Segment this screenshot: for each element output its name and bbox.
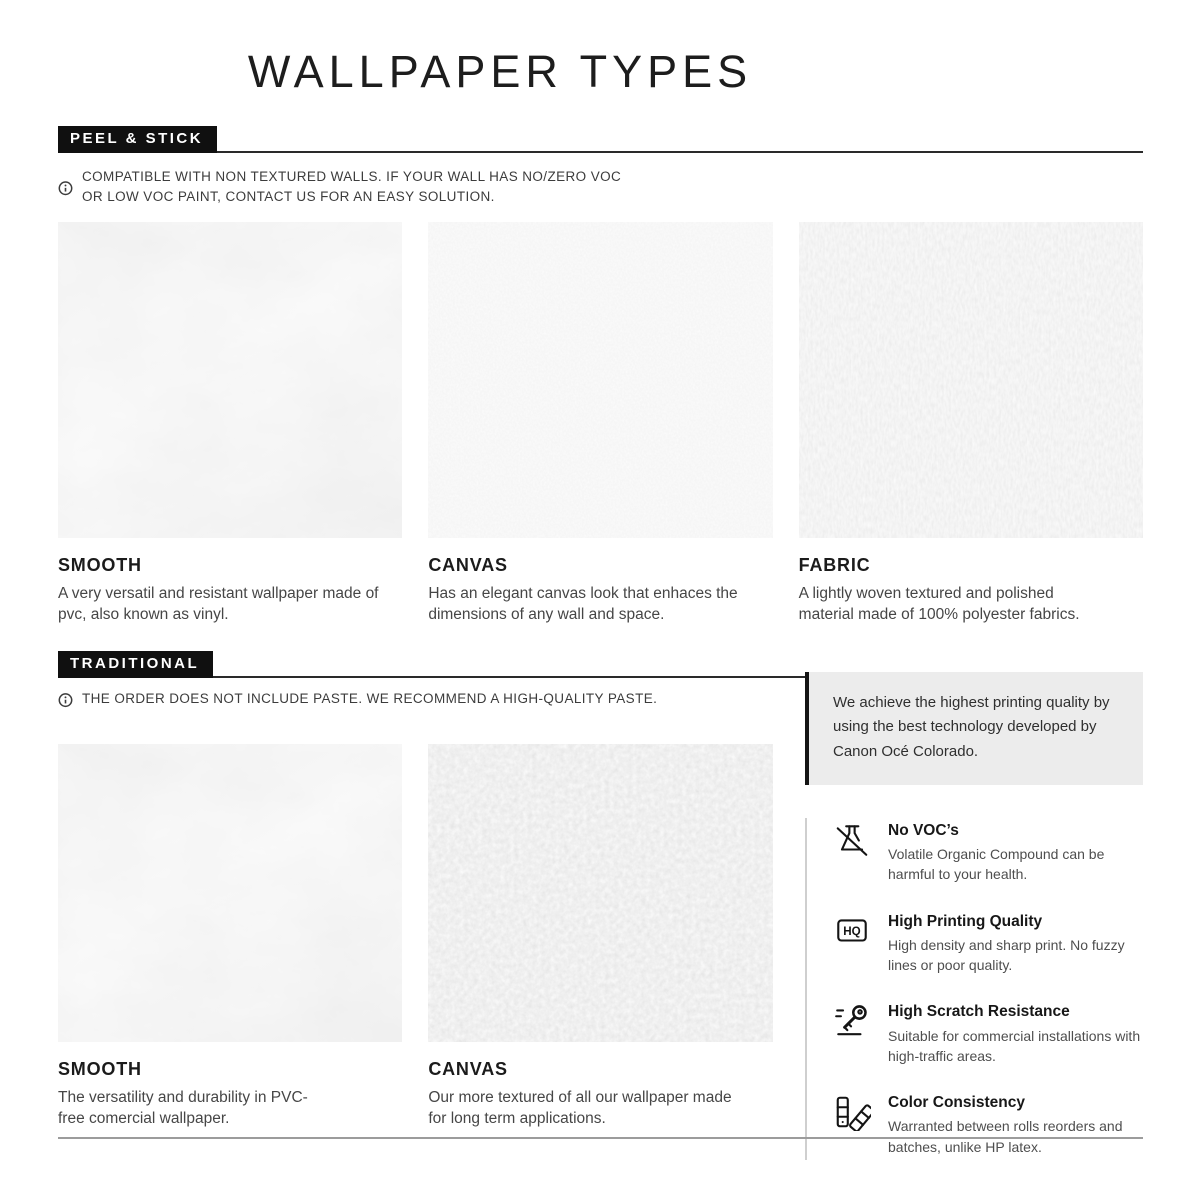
feature-no-voc — [833, 821, 1143, 885]
feature-list — [805, 818, 1143, 1160]
feature-text — [888, 912, 1143, 976]
feature-description: Suitable for commercial installations with high-traffic areas. — [888, 1027, 1141, 1064]
feature-text — [888, 1002, 1143, 1066]
feature-color-consistency — [833, 1093, 1143, 1157]
swatch-name: SMOOTH — [58, 555, 142, 575]
swatch-description: A lightly woven textured and polished material made of 100% polyester fabrics. — [798, 585, 1080, 624]
canvas-texture-art — [428, 744, 772, 1042]
texture-image-canvas — [428, 744, 772, 1042]
info-icon — [58, 169, 73, 208]
feature-description: High density and sharp print. No fuzzy lines or poor quality. — [888, 936, 1125, 974]
bottom-divider — [58, 1137, 1143, 1139]
swatch-name: FABRIC — [798, 555, 871, 575]
swatch-name: SMOOTH — [58, 1059, 142, 1079]
hq-badge-label: HQ — [843, 924, 861, 938]
swatch-smooth-peel-stick — [58, 222, 402, 626]
feature-title: No VOC’s — [888, 821, 959, 839]
peel-stick-swatch-row — [58, 222, 1143, 626]
section-rule — [217, 151, 1143, 153]
smooth-texture-art — [58, 744, 402, 1042]
printing-info-panel — [805, 672, 1143, 1160]
swatch-canvas-traditional — [428, 744, 772, 1130]
feature-text — [888, 1093, 1143, 1157]
traditional-note — [58, 689, 657, 709]
feature-text — [888, 821, 1143, 885]
scratch-key-icon — [833, 1002, 871, 1040]
swatch-canvas-peel-stick — [428, 222, 772, 626]
section-tag-traditional: TRADITIONAL — [58, 651, 213, 678]
info-icon — [58, 691, 73, 709]
feature-high-scratch-resistance — [833, 1002, 1143, 1066]
texture-image-fabric — [799, 222, 1143, 538]
page-title: WALLPAPER TYPES — [247, 46, 753, 97]
feature-title: Color Consistency — [888, 1094, 1025, 1112]
color-swatches-icon — [833, 1093, 871, 1131]
feature-title: High Printing Quality — [888, 912, 1043, 930]
note-text: COMPATIBLE WITH NON TEXTURED WALLS. IF YOUR WALL HAS NO/ZERO VOC OR LOW VOC PAINT, CONTACT US FOR AN EASY SOLUTION. — [82, 169, 622, 205]
texture-image-smooth — [58, 222, 402, 538]
feature-title: High Scratch Resistance — [888, 1003, 1070, 1021]
canvas-texture-art — [428, 222, 772, 538]
fabric-texture-art — [799, 222, 1143, 538]
texture-image-canvas — [428, 222, 772, 538]
section-tag-peel-stick: PEEL & STICK — [58, 126, 217, 153]
texture-image-smooth — [58, 744, 402, 1042]
swatch-description: Has an elegant canvas look that enhaces the dimensions of any wall and space. — [428, 585, 738, 624]
peel-stick-note — [58, 167, 632, 208]
feature-description: Volatile Organic Compound can be harmful to your health. — [888, 846, 1105, 883]
feature-description: Warranted between rolls reorders and batches, unlike HP latex. — [888, 1118, 1123, 1155]
hq-badge-icon — [833, 912, 871, 950]
smooth-texture-art — [58, 222, 402, 538]
note-text: THE ORDER DOES NOT INCLUDE PASTE. WE RECOMMEND A HIGH-QUALITY PASTE. — [82, 691, 658, 706]
swatch-description: The versatility and durability in PVC-free comercial wallpaper. — [58, 1089, 308, 1128]
swatch-description: A very versatil and resistant wallpaper made of pvc, also known as vinyl. — [58, 585, 379, 624]
swatch-fabric-peel-stick — [799, 222, 1143, 626]
swatch-description: Our more textured of all our wallpaper made for long term applications. — [428, 1089, 732, 1128]
printing-quality-quote: We achieve the highest printing quality by using the best technology developed by Canon Océ Colorado. — [805, 672, 1143, 785]
swatch-smooth-traditional — [58, 744, 402, 1130]
section-header-peel-stick — [58, 126, 1143, 153]
swatch-name: CANVAS — [428, 1059, 508, 1079]
feature-high-printing-quality — [833, 912, 1143, 976]
swatch-name: CANVAS — [428, 555, 508, 575]
no-voc-flask-icon — [833, 821, 871, 859]
